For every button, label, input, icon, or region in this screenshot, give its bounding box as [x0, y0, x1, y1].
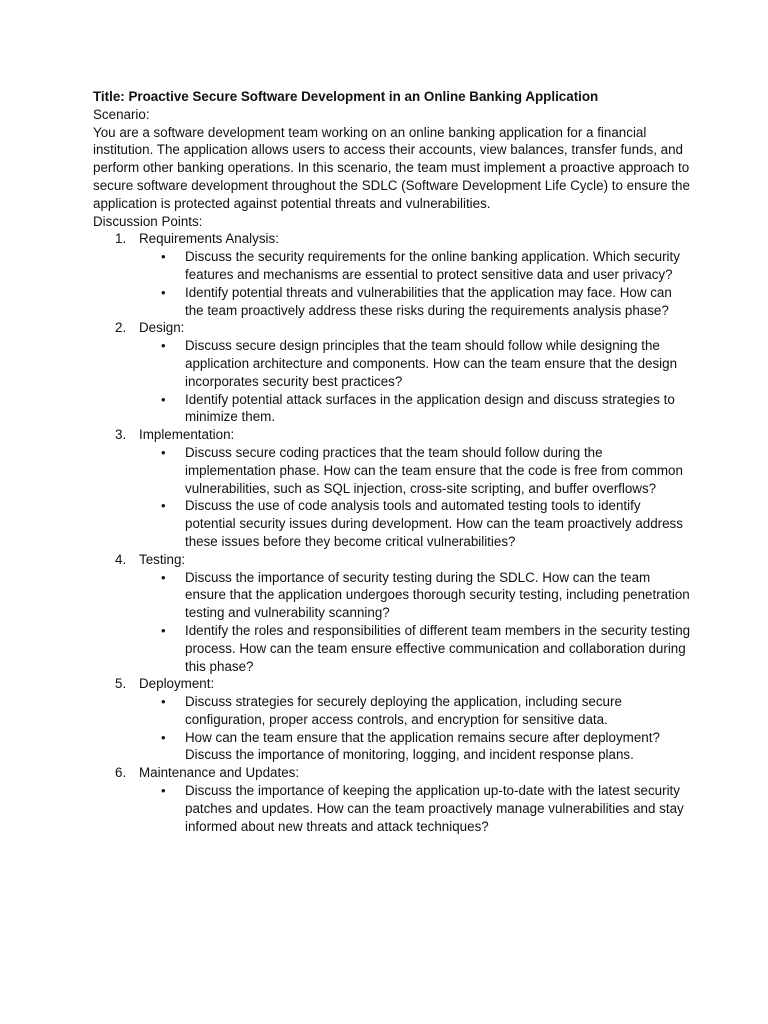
section-number: 6. — [115, 765, 127, 781]
bullet-text: Identify potential threats and vulnerabilities that the application may face. How can the team proactively address these risks during the requirements analysis phase? — [185, 284, 672, 318]
bullet-icon: • — [161, 622, 166, 638]
bullet-list — [93, 693, 693, 764]
bullet-text: Discuss the importance of security testing during the SDLC. How can the team ensure that the application undergoes thorough security testing, including penetration testing and vulnerability scanning? — [185, 569, 690, 621]
bullet-text: Discuss the security requirements for the online banking application. Which security features and mechanisms are essential to protect sensitive data and user privacy? — [185, 249, 680, 282]
section-number: 2. — [115, 320, 127, 336]
bullet-text: Discuss the importance of keeping the application up-to-date with the latest security patches and updates. How can the team proactively manage vulnerabilities and stay informed about new threats and attack techniques? — [185, 783, 684, 834]
section-heading: Implementation: — [139, 427, 235, 443]
section-design — [93, 319, 693, 426]
bullet-text: Identify potential attack surfaces in the application design and discuss strategies to minimize them. — [185, 391, 675, 425]
section-number: 5. — [115, 676, 127, 692]
bullet-text: Discuss secure coding practices that the team should follow during the implementation phase. How can the team ensure that the code is free from common vulnerabilities, such as SQL injection, cross-site scripting, and buffer overflows? — [185, 444, 683, 496]
bullet-list — [93, 337, 693, 426]
bullet-icon: • — [161, 249, 166, 265]
document-page — [93, 88, 693, 835]
section-heading: Design: — [139, 320, 185, 336]
document-title: Title: Proactive Secure Software Development in an Online Banking Application — [93, 89, 599, 104]
section-deployment — [93, 675, 693, 764]
section-heading: Deployment: — [139, 676, 215, 692]
scenario-paragraph: You are a software development team working on an online banking application for a financial institution. The application allows users to access their accounts, view balances, transfer funds, and perform other banking operations. In this scenario, the team must implement a proactive approach to secure software development throughout the SDLC (Software Development Life Cycle) to ensure the application is protected against potential threats and vulnerabilities. — [93, 124, 690, 211]
bullet-text: Discuss secure design principles that the team should follow while designing the application architecture and components. How can the team ensure that the design incorporates security best practices? — [185, 338, 678, 389]
bullet-icon: • — [161, 569, 166, 585]
bullet-list — [93, 569, 693, 676]
bullet-icon: • — [161, 729, 166, 745]
section-number: 3. — [115, 427, 127, 443]
list-item — [93, 782, 693, 835]
bullet-text: Identify the roles and responsibilities of different team members in the security testing process. How can the team ensure effective communication and collaboration during this phase? — [185, 622, 691, 674]
section-maintenance-and-updates — [93, 764, 693, 835]
bullet-icon: • — [161, 783, 166, 799]
bullet-list — [93, 248, 693, 319]
section-requirements-analysis — [93, 230, 693, 319]
bullet-icon: • — [161, 444, 166, 460]
list-item — [93, 693, 693, 729]
section-testing — [93, 551, 693, 676]
bullet-text: Discuss the use of code analysis tools and automated testing tools to identify potential security issues during development. How can the team proactively address these issues before they become critical vulnerabilities? — [185, 498, 683, 549]
bullet-text: How can the team ensure that the application remains secure after deployment? Discuss the importance of monitoring, logging, and incident response plans. — [185, 729, 660, 763]
section-number: 1. — [115, 231, 127, 247]
section-heading: Maintenance and Updates: — [139, 765, 300, 781]
bullet-list — [93, 782, 693, 835]
discussion-points-label: Discussion Points: — [93, 213, 203, 229]
bullet-icon: • — [161, 284, 166, 300]
list-item — [93, 284, 693, 320]
list-item — [93, 391, 693, 427]
list-item — [93, 444, 693, 497]
bullet-icon: • — [161, 391, 166, 407]
section-implementation — [93, 426, 693, 551]
discussion-sections — [93, 230, 693, 835]
list-item — [93, 337, 693, 390]
list-item — [93, 569, 693, 622]
list-item — [93, 497, 693, 550]
bullet-list — [93, 444, 693, 551]
list-item — [93, 622, 693, 675]
section-number: 4. — [115, 551, 127, 567]
list-item — [93, 248, 693, 284]
list-item — [93, 729, 693, 765]
section-heading: Requirements Analysis: — [139, 231, 279, 247]
bullet-icon: • — [161, 694, 166, 710]
section-heading: Testing: — [139, 551, 186, 567]
bullet-text: Discuss strategies for securely deploying the application, including secure configuration, proper access controls, and encryption for sensitive data. — [185, 694, 622, 727]
bullet-icon: • — [161, 498, 166, 514]
scenario-label: Scenario: — [93, 106, 150, 122]
bullet-icon: • — [161, 338, 166, 354]
